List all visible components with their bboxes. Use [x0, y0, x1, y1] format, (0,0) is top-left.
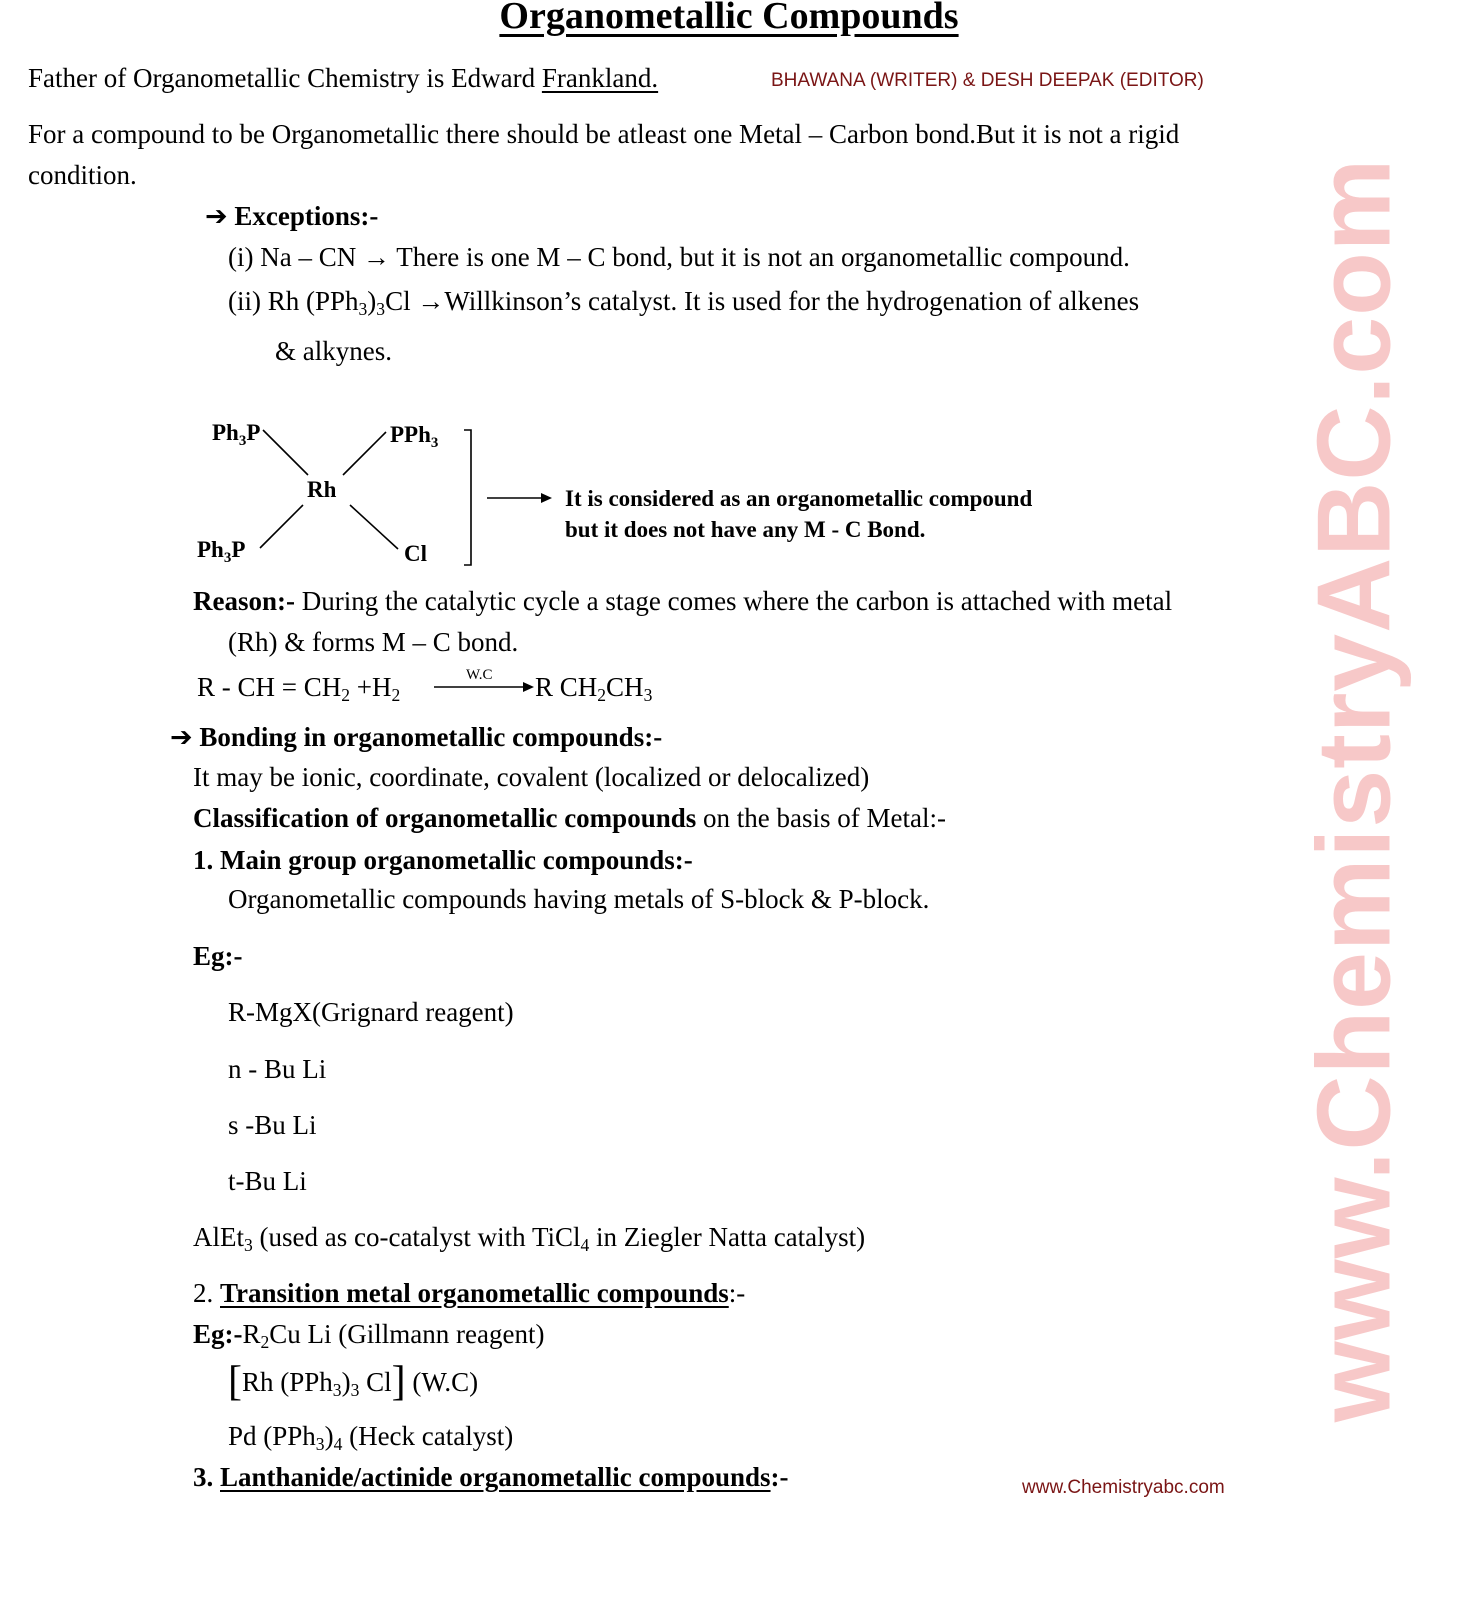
exception-item-2: (ii) Rh $(PPh_3)_3Cl$ →Willkinson’s catalyst. It is used for the hydrogenation of alkenes [228, 286, 1140, 319]
alet3-line: AlEt$_3$ (used as co-catalyst with TiCl$_4$ in Ziegler Natta catalyst) [193, 1222, 866, 1255]
reason-line-1: Reason:- During the catalytic cycle a stage comes where the carbon is attached with metal [193, 586, 1173, 616]
transition-eg-2: [Rh $(PPh_3)_3$ Cl] (W.C) [228, 1359, 479, 1405]
list-item: s -Bu Li [228, 1110, 317, 1140]
exception-item-2-cont: & alkynes. [275, 336, 392, 366]
bond-line [343, 432, 386, 475]
main-group-desc: Organometallic compounds having metals of S-block & P-block. [228, 884, 930, 914]
bond-line [263, 430, 308, 475]
father-line [28, 62, 658, 94]
main-group-heading: 1. Main group organometallic compounds:- [193, 845, 693, 875]
exception-item-1: (i) Na – CN → There is one M – C bond, but it is not an organometallic compound. [228, 242, 1130, 272]
reaction-rhs: R $CH_2CH_3$ [535, 672, 653, 705]
exceptions-heading [205, 200, 378, 233]
ligand-bottom-left: $Ph_3P$ [197, 537, 246, 566]
transition-heading: 2. Transition metal organometallic compounds:- [193, 1278, 746, 1308]
arrow-head-icon [541, 493, 552, 503]
structure-note-1: It is considered as an organometallic compound [565, 486, 1033, 511]
arrow-right-icon: ➔ [205, 201, 228, 232]
definition-line-2: condition. [28, 160, 137, 190]
lanthanide-heading: 3. Lanthanide/actinide organometallic compounds:- [193, 1462, 789, 1492]
bonding-heading: ➔ Bonding in organometallic compounds:- [170, 722, 663, 753]
reaction-lhs: R - CH = $CH_2 +H_2$ [197, 672, 401, 705]
reaction-arrow-icon [434, 680, 538, 694]
arrow-right-icon: ➔ [170, 722, 193, 753]
credit-line: BHAWANA (WRITER) & DESH DEEPAK (EDITOR) [771, 70, 1204, 91]
list-item: R-MgX(Grignard reagent) [228, 997, 514, 1027]
main-group-eg-label: Eg:- [193, 941, 243, 971]
transition-eg-3: Pd $(PPh_3)_4$ (Heck catalyst) [228, 1421, 514, 1454]
bond-line [260, 505, 303, 548]
list-item: n - Bu Li [228, 1054, 327, 1084]
bracket-line [464, 430, 471, 565]
classification-line: Classification of organometallic compounds on the basis of Metal:- [193, 803, 946, 833]
transition-eg-1: $Eg:-R_2Cu$ Li (Gillmann reagent) [193, 1319, 545, 1352]
exceptions-title: Exceptions:- [234, 201, 379, 231]
bonding-text: It may be ionic, coordinate, covalent (localized or delocalized) [193, 762, 870, 792]
ligand-top-left: $Ph_3P$ [212, 420, 261, 449]
reason-label: Reason:- [193, 586, 295, 616]
definition-line-1: For a compound to be Organometallic there should be atleast one Metal – Carbon bond.But it is not a rigid [28, 119, 1180, 149]
list-item: t-Bu Li [228, 1166, 307, 1196]
metal-center: Rh [307, 477, 337, 502]
father-text: Father of Organometallic Chemistry is Edward [28, 63, 542, 93]
ligand-top-right: PPh$_3$ [390, 422, 439, 451]
reason-line-2: (Rh) & forms M – C bond. [228, 627, 519, 657]
structure-note-2: but it does not have any M - C Bond. [565, 517, 926, 542]
footer-url: www.Chemistryabc.com [1022, 1477, 1225, 1498]
bond-line [350, 505, 398, 549]
page-title: Organometallic Compounds [499, 0, 959, 37]
father-name: Frankland. [541, 63, 659, 93]
watermark: www.ChemistryABC.com [1296, 157, 1413, 1423]
ligand-bottom-right: Cl [404, 541, 427, 566]
reaction-catalyst: W.C [466, 667, 493, 683]
